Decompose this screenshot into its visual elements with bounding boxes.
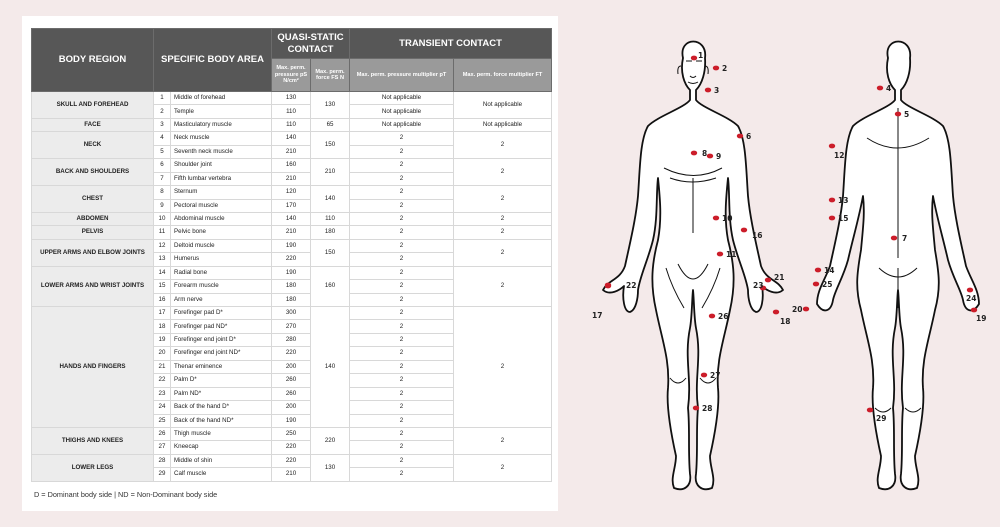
contact-point-label: 20 <box>792 305 803 314</box>
pressure-multiplier-cell: 2 <box>350 333 454 346</box>
max-pressure-cell: 110 <box>272 105 311 118</box>
header-transient: TRANSIENT CONTACT <box>350 29 552 59</box>
contact-point-label: 4 <box>886 84 892 93</box>
contact-point-marker <box>829 198 835 203</box>
specific-area-cell: Forefinger end joint D* <box>171 333 272 346</box>
contact-point-marker <box>693 406 699 411</box>
row-number: 21 <box>154 360 171 373</box>
header-max-force: Max. perm. force FS N <box>311 59 350 92</box>
max-force-cell: 65 <box>311 118 350 131</box>
contact-point-label: 3 <box>714 86 720 95</box>
row-number: 19 <box>154 333 171 346</box>
row-number: 12 <box>154 239 171 252</box>
contact-point-label: 21 <box>774 273 785 282</box>
footnote: D = Dominant body side | ND = Non-Dominant body side <box>34 490 218 499</box>
specific-area-cell: Pelvic bone <box>171 226 272 239</box>
contact-point-label: 14 <box>824 266 835 275</box>
contact-point-marker <box>829 216 835 221</box>
specific-area-cell: Back of the hand ND* <box>171 414 272 427</box>
contact-point-label: 19 <box>976 314 987 323</box>
pressure-multiplier-cell: 2 <box>350 253 454 266</box>
contact-point-marker <box>691 151 697 156</box>
row-number: 11 <box>154 226 171 239</box>
pressure-multiplier-cell: 2 <box>350 454 454 467</box>
max-pressure-cell: 130 <box>272 92 311 105</box>
row-number: 14 <box>154 266 171 279</box>
row-number: 5 <box>154 145 171 158</box>
body-diagram <box>578 28 998 508</box>
table-card <box>22 16 558 511</box>
row-number: 25 <box>154 414 171 427</box>
specific-area-cell: Radial bone <box>171 266 272 279</box>
row-number: 1 <box>154 92 171 105</box>
contact-point-label: 18 <box>780 317 791 326</box>
pressure-multiplier-cell: 2 <box>350 212 454 225</box>
table-row <box>32 132 552 145</box>
row-number: 22 <box>154 374 171 387</box>
pressure-multiplier-cell: 2 <box>350 199 454 212</box>
max-pressure-cell: 190 <box>272 266 311 279</box>
specific-area-cell: Arm nerve <box>171 293 272 306</box>
force-multiplier-cell: 2 <box>454 212 552 225</box>
specific-area-cell: Thenar eminence <box>171 360 272 373</box>
max-pressure-cell: 200 <box>272 401 311 414</box>
max-pressure-cell: 160 <box>272 159 311 172</box>
max-pressure-cell: 210 <box>272 468 311 481</box>
contact-point-label: 17 <box>592 311 603 320</box>
max-force-cell: 140 <box>311 307 350 428</box>
header-max-pressure: Max. perm. pressure pS N/cm² <box>272 59 311 92</box>
specific-area-cell: Palm D* <box>171 374 272 387</box>
contact-point-marker <box>815 268 821 273</box>
contact-point-label: 23 <box>753 281 764 290</box>
pressure-multiplier-cell: 2 <box>350 307 454 320</box>
max-pressure-cell: 220 <box>272 454 311 467</box>
contact-point-label: 15 <box>838 214 849 223</box>
pressure-multiplier-cell: 2 <box>350 427 454 440</box>
pressure-multiplier-cell: Not applicable <box>350 92 454 105</box>
specific-area-cell: Middle of shin <box>171 454 272 467</box>
max-pressure-cell: 180 <box>272 293 311 306</box>
contact-point-marker <box>967 288 973 293</box>
body-region-cell: PELVIS <box>32 226 154 239</box>
max-pressure-cell: 170 <box>272 199 311 212</box>
contact-point-label: 6 <box>746 132 752 141</box>
specific-area-cell: Masticulatory muscle <box>171 118 272 131</box>
pressure-multiplier-cell: 2 <box>350 414 454 427</box>
max-pressure-cell: 220 <box>272 347 311 360</box>
contact-point-marker <box>713 66 719 71</box>
row-number: 27 <box>154 441 171 454</box>
max-pressure-cell: 210 <box>272 172 311 185</box>
specific-area-cell: Middle of forehead <box>171 92 272 105</box>
specific-area-cell: Thigh muscle <box>171 427 272 440</box>
contact-point-marker <box>891 236 897 241</box>
row-number: 26 <box>154 427 171 440</box>
contact-point-label: 7 <box>902 234 908 243</box>
table-row <box>32 212 552 225</box>
contact-point-label: 10 <box>722 214 733 223</box>
pressure-multiplier-cell: 2 <box>350 172 454 185</box>
max-pressure-cell: 120 <box>272 186 311 199</box>
max-pressure-cell: 300 <box>272 307 311 320</box>
pressure-multiplier-cell: 2 <box>350 159 454 172</box>
contact-point-label: 13 <box>838 196 849 205</box>
contact-point-label: 12 <box>834 151 845 160</box>
table-row <box>32 118 552 131</box>
specific-area-cell: Neck muscle <box>171 132 272 145</box>
row-number: 10 <box>154 212 171 225</box>
contact-point-label: 27 <box>710 371 721 380</box>
pressure-multiplier-cell: 2 <box>350 145 454 158</box>
pressure-multiplier-cell: 2 <box>350 226 454 239</box>
body-region-cell: LOWER LEGS <box>32 454 154 481</box>
row-number: 16 <box>154 293 171 306</box>
pressure-multiplier-cell: 2 <box>350 347 454 360</box>
header-body-region: BODY REGION <box>32 29 154 92</box>
max-pressure-cell: 200 <box>272 360 311 373</box>
max-pressure-cell: 190 <box>272 239 311 252</box>
contact-point-marker <box>691 56 697 61</box>
row-number: 7 <box>154 172 171 185</box>
contact-point-label: 2 <box>722 64 728 73</box>
specific-area-cell: Forefinger end joint ND* <box>171 347 272 360</box>
row-number: 24 <box>154 401 171 414</box>
table-row <box>32 454 552 467</box>
max-force-cell: 160 <box>311 266 350 306</box>
table-row <box>32 92 552 105</box>
pressure-multiplier-cell: Not applicable <box>350 105 454 118</box>
max-pressure-cell: 210 <box>272 145 311 158</box>
contact-point-marker <box>709 314 715 319</box>
max-pressure-cell: 110 <box>272 118 311 131</box>
contact-point-marker <box>813 282 819 287</box>
specific-area-cell: Humerus <box>171 253 272 266</box>
row-number: 2 <box>154 105 171 118</box>
contact-point-label: 25 <box>822 280 833 289</box>
header-quasi-static: QUASI-STATIC CONTACT <box>272 29 350 59</box>
row-number: 3 <box>154 118 171 131</box>
row-number: 15 <box>154 280 171 293</box>
contact-point-label: 8 <box>702 149 708 158</box>
contact-point-label: 9 <box>716 152 722 161</box>
body-region-cell: LOWER ARMS AND WRIST JOINTS <box>32 266 154 306</box>
table-body <box>32 92 552 482</box>
body-region-cell: UPPER ARMS AND ELBOW JOINTS <box>32 239 154 266</box>
body-region-cell: THIGHS AND KNEES <box>32 427 154 454</box>
body-region-cell: HANDS AND FINGERS <box>32 307 154 428</box>
specific-area-cell: Seventh neck muscle <box>171 145 272 158</box>
pressure-multiplier-cell: 2 <box>350 387 454 400</box>
contact-point-marker <box>829 144 835 149</box>
specific-area-cell: Deltoid muscle <box>171 239 272 252</box>
pressure-multiplier-cell: 2 <box>350 186 454 199</box>
header-specific-area: SPECIFIC BODY AREA <box>154 29 272 92</box>
back-body-figure <box>817 42 979 490</box>
row-number: 18 <box>154 320 171 333</box>
contact-point-marker <box>705 88 711 93</box>
front-body-figure <box>603 42 783 490</box>
force-multiplier-cell: 2 <box>454 132 552 159</box>
force-multiplier-cell: 2 <box>454 239 552 266</box>
contact-point-marker <box>765 278 771 283</box>
max-pressure-cell: 190 <box>272 414 311 427</box>
pressure-multiplier-cell: 2 <box>350 266 454 279</box>
force-multiplier-cell: 2 <box>454 454 552 481</box>
max-pressure-cell: 140 <box>272 132 311 145</box>
max-force-cell: 130 <box>311 92 350 119</box>
contact-point-marker <box>867 408 873 413</box>
max-force-cell: 180 <box>311 226 350 239</box>
force-multiplier-cell: Not applicable <box>454 92 552 119</box>
specific-area-cell: Sternum <box>171 186 272 199</box>
row-number: 8 <box>154 186 171 199</box>
force-multiplier-cell: 2 <box>454 427 552 454</box>
pressure-multiplier-cell: 2 <box>350 468 454 481</box>
contact-point-label: 11 <box>726 250 737 259</box>
specific-area-cell: Pectoral muscle <box>171 199 272 212</box>
pressure-multiplier-cell: 2 <box>350 239 454 252</box>
force-multiplier-cell: Not applicable <box>454 118 552 131</box>
body-region-cell: SKULL AND FOREHEAD <box>32 92 154 119</box>
pressure-multiplier-cell: 2 <box>350 293 454 306</box>
specific-area-cell: Palm ND* <box>171 387 272 400</box>
table-row <box>32 307 552 320</box>
max-force-cell: 210 <box>311 159 350 186</box>
specific-area-cell: Shoulder joint <box>171 159 272 172</box>
specific-area-cell: Abdominal muscle <box>171 212 272 225</box>
max-force-cell: 220 <box>311 427 350 454</box>
table-row <box>32 427 552 440</box>
max-pressure-cell: 210 <box>272 226 311 239</box>
specific-area-cell: Kneecap <box>171 441 272 454</box>
max-force-cell: 110 <box>311 212 350 225</box>
contact-point-marker <box>717 252 723 257</box>
max-force-cell: 130 <box>311 454 350 481</box>
specific-area-cell: Calf muscle <box>171 468 272 481</box>
row-number: 6 <box>154 159 171 172</box>
specific-area-cell: Temple <box>171 105 272 118</box>
contact-point-marker <box>773 310 779 315</box>
force-multiplier-cell: 2 <box>454 159 552 186</box>
pressure-multiplier-cell: 2 <box>350 132 454 145</box>
body-region-cell: CHEST <box>32 186 154 213</box>
pressure-multiplier-cell: 2 <box>350 280 454 293</box>
pressure-multiplier-cell: 2 <box>350 401 454 414</box>
contact-point-marker <box>895 112 901 117</box>
table-row <box>32 226 552 239</box>
row-number: 13 <box>154 253 171 266</box>
row-number: 17 <box>154 307 171 320</box>
contact-point-marker <box>737 134 743 139</box>
table-row <box>32 239 552 252</box>
row-number: 28 <box>154 454 171 467</box>
contact-point-label: 24 <box>966 294 977 303</box>
header-pressure-multiplier: Max. perm. pressure multiplier pT <box>350 59 454 92</box>
force-multiplier-cell: 2 <box>454 266 552 306</box>
contact-point-label: 1 <box>698 51 704 60</box>
max-pressure-cell: 280 <box>272 333 311 346</box>
row-number: 4 <box>154 132 171 145</box>
pressure-multiplier-cell: 2 <box>350 374 454 387</box>
header-force-multiplier: Max. perm. force multiplier FT <box>454 59 552 92</box>
table-row <box>32 266 552 279</box>
contact-point-marker <box>803 307 809 312</box>
force-multiplier-cell: 2 <box>454 186 552 213</box>
body-region-cell: BACK AND SHOULDERS <box>32 159 154 186</box>
body-region-cell: FACE <box>32 118 154 131</box>
pressure-limits-table <box>31 28 552 482</box>
contact-point-marker <box>713 216 719 221</box>
row-number: 20 <box>154 347 171 360</box>
max-pressure-cell: 270 <box>272 320 311 333</box>
max-force-cell: 150 <box>311 239 350 266</box>
contact-point-marker <box>971 308 977 313</box>
specific-area-cell: Forearm muscle <box>171 280 272 293</box>
specific-area-cell: Fifth lumbar vertebra <box>171 172 272 185</box>
contact-point-label: 29 <box>876 414 887 423</box>
max-force-cell: 150 <box>311 132 350 159</box>
row-number: 23 <box>154 387 171 400</box>
specific-area-cell: Forefinger pad ND* <box>171 320 272 333</box>
contact-point-label: 22 <box>626 281 637 290</box>
contact-point-marker <box>605 283 611 288</box>
contact-point-label: 26 <box>718 312 729 321</box>
specific-area-cell: Back of the hand D* <box>171 401 272 414</box>
pressure-multiplier-cell: 2 <box>350 441 454 454</box>
max-pressure-cell: 140 <box>272 212 311 225</box>
body-region-cell: ABDOMEN <box>32 212 154 225</box>
force-multiplier-cell: 2 <box>454 226 552 239</box>
contact-point-marker <box>701 373 707 378</box>
contact-point-marker <box>877 86 883 91</box>
pressure-multiplier-cell: 2 <box>350 360 454 373</box>
max-pressure-cell: 180 <box>272 280 311 293</box>
row-number: 9 <box>154 199 171 212</box>
pressure-multiplier-cell: 2 <box>350 320 454 333</box>
max-pressure-cell: 260 <box>272 387 311 400</box>
row-number: 29 <box>154 468 171 481</box>
body-region-cell: NECK <box>32 132 154 159</box>
contact-point-label: 28 <box>702 404 713 413</box>
contact-point-label: 16 <box>752 231 763 240</box>
max-pressure-cell: 220 <box>272 441 311 454</box>
max-pressure-cell: 250 <box>272 427 311 440</box>
pressure-multiplier-cell: Not applicable <box>350 118 454 131</box>
contact-point-marker <box>707 154 713 159</box>
max-pressure-cell: 260 <box>272 374 311 387</box>
table-row <box>32 159 552 172</box>
max-force-cell: 140 <box>311 186 350 213</box>
max-pressure-cell: 220 <box>272 253 311 266</box>
specific-area-cell: Forefinger pad D* <box>171 307 272 320</box>
table-row <box>32 186 552 199</box>
contact-point-label: 5 <box>904 110 910 119</box>
contact-point-marker <box>741 228 747 233</box>
force-multiplier-cell: 2 <box>454 307 552 428</box>
